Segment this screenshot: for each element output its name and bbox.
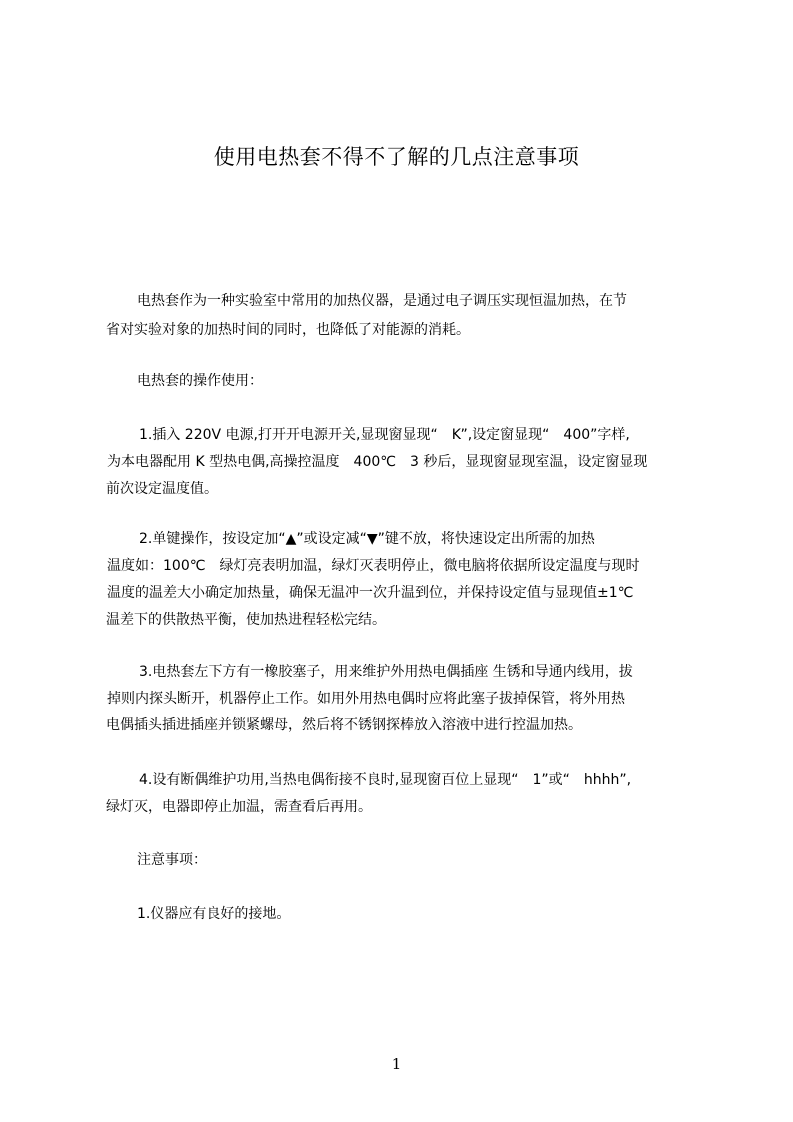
intro-line: 电热套作为一种实验室中常用的加热仪器，是通过电子调压实现恒温加热，在节 (137, 293, 627, 309)
item-2-line: 温差下的供散热平衡，使加热进程轻松完结。 (106, 612, 386, 628)
item-1-line: 为本电器配用 K 型热电偶,高操控温度 400℃ 3 秒后，显现窗显现室温，设定窗显现 (107, 454, 648, 470)
page-number: 1 (391, 1055, 402, 1073)
item-4-line: 绿灯灭，电器即停止加温，需查看后再用。 (106, 799, 372, 815)
intro-line: 省对实验对象的加热时间的同时，也降低了对能源的消耗。 (106, 322, 470, 338)
item-2-line: 2.单键操作，按设定加“▲”或设定减“▼”键不放，将快速设定出所需的加热 (139, 531, 595, 547)
item-4-line: 4.设有断偶维护功用,当热电偶衔接不良时,显现窗百位上显现“ 1”或“ hhhh”, (139, 772, 632, 788)
item-1-line: 前次设定温度值。 (106, 481, 218, 497)
document-title: 使用电热套不得不了解的几点注意事项 (213, 145, 580, 169)
item-2-line: 温度的温差大小确定加热量，确保无温冲一次升温到位，并保持设定值与显现值±1℃ (107, 585, 634, 601)
item-3-line: 掉则内探头断开，机器停止工作。如用外用热电偶时应将此塞子拔掉保管，将外用热 (107, 691, 625, 707)
section-heading: 电热套的操作使用： (137, 373, 263, 389)
note-item: 1.仪器应有良好的接地。 (137, 906, 291, 922)
item-3-line: 3.电热套左下方有一橡胶塞子，用来维护外用热电偶插座 生锈和导通内线用，拔 (139, 664, 633, 680)
notes-heading: 注意事项： (137, 852, 207, 868)
item-2-line: 温度如：100℃ 绿灯亮表明加温，绿灯灭表明停止，微电脑将依据所设定温度与现时 (107, 558, 640, 574)
item-3-line: 电偶插头插进插座并锁紧螺母，然后将不锈钢探棒放入溶液中进行控温加热。 (106, 717, 582, 733)
item-1-line: 1.插入 220V 电源,打开开电源开关,显现窗显现“ K”,设定窗显现“ 400”字样, (139, 427, 630, 443)
